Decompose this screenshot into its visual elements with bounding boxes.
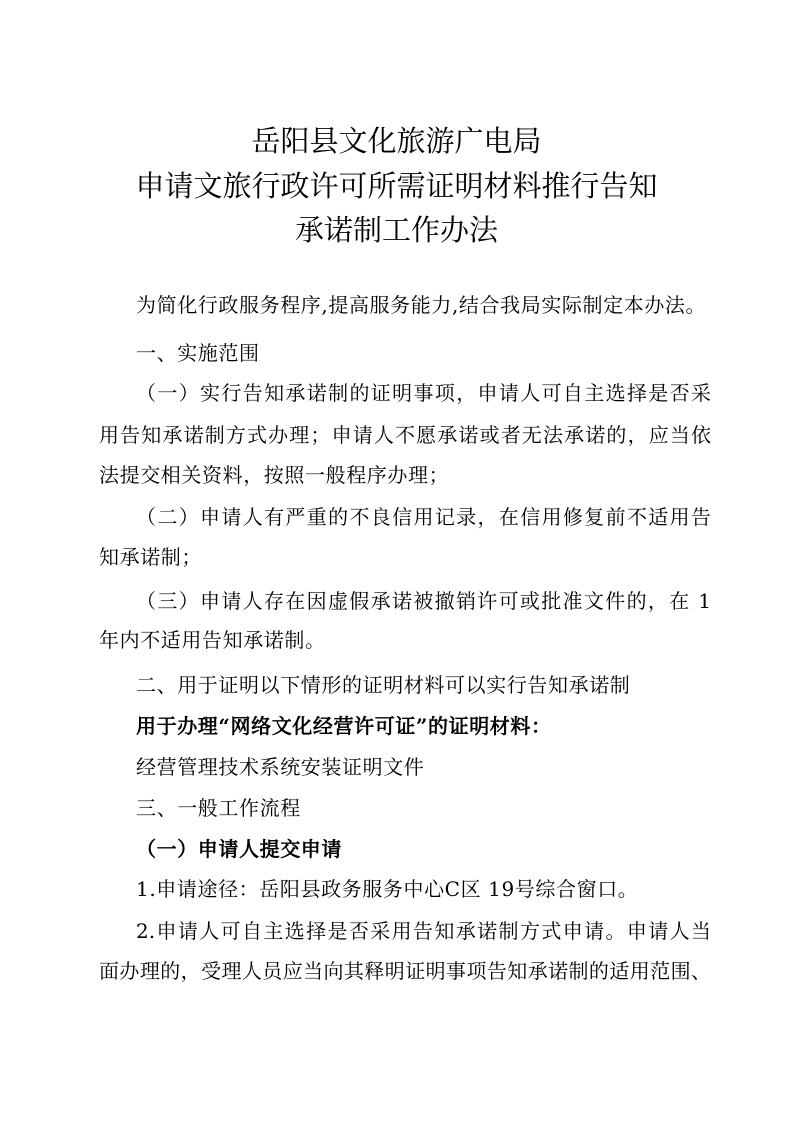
section1-item3-line1: （三）申请人存在因虚假承诺被撤销许可或批准文件的，在 1 (136, 589, 711, 613)
section1-heading: 一、实施范围 (136, 341, 260, 365)
intro-paragraph: 为简化行政服务程序,提高服务能力,结合我局实际制定本办法。 (136, 293, 707, 317)
title-line-2: 申请文旅行政许可所需证明材料推行告知 (135, 169, 658, 203)
section1-item1-line2: 用告知承诺制方式办理；申请人不愿承诺或者无法承诺的，应当依 (99, 423, 711, 447)
section1-item3-line2: 年内不适用告知承诺制。 (99, 628, 326, 652)
section1-item1-line3: 法提交相关资料，按照一般程序办理； (99, 463, 450, 487)
section3-subheading: （一）申请人提交申请 (136, 837, 342, 861)
section3-step2-line1: 2.申请人可自主选择是否采用告知承诺制方式申请。申请人当 (136, 919, 711, 943)
section3-heading: 三、一般工作流程 (136, 796, 301, 820)
section3-step2-line2: 面办理的，受理人员应当向其释明证明事项告知承诺制的适用范围、 (99, 959, 711, 983)
section2-subheading: 用于办理“网络文化经营许可证”的证明材料： (136, 714, 552, 738)
section1-item2-line1: （二）申请人有严重的不良信用记录，在信用修复前不适用告 (136, 505, 711, 529)
section2-heading: 二、用于证明以下情形的证明材料可以实行告知承诺制 (136, 673, 631, 697)
section2-material: 经营管理技术系统安装证明文件 (136, 755, 425, 779)
section3-step1: 1.申请途径：岳阳县政务服务中心C区 19号综合窗口。 (136, 877, 639, 901)
section1-item1-line1: （一）实行告知承诺制的证明事项，申请人可自主选择是否采 (136, 381, 711, 405)
title-line-1: 岳阳县文化旅游广电局 (251, 124, 542, 158)
title-line-3: 承诺制工作办法 (294, 213, 498, 247)
section1-item2-line2: 知承诺制； (99, 545, 202, 569)
